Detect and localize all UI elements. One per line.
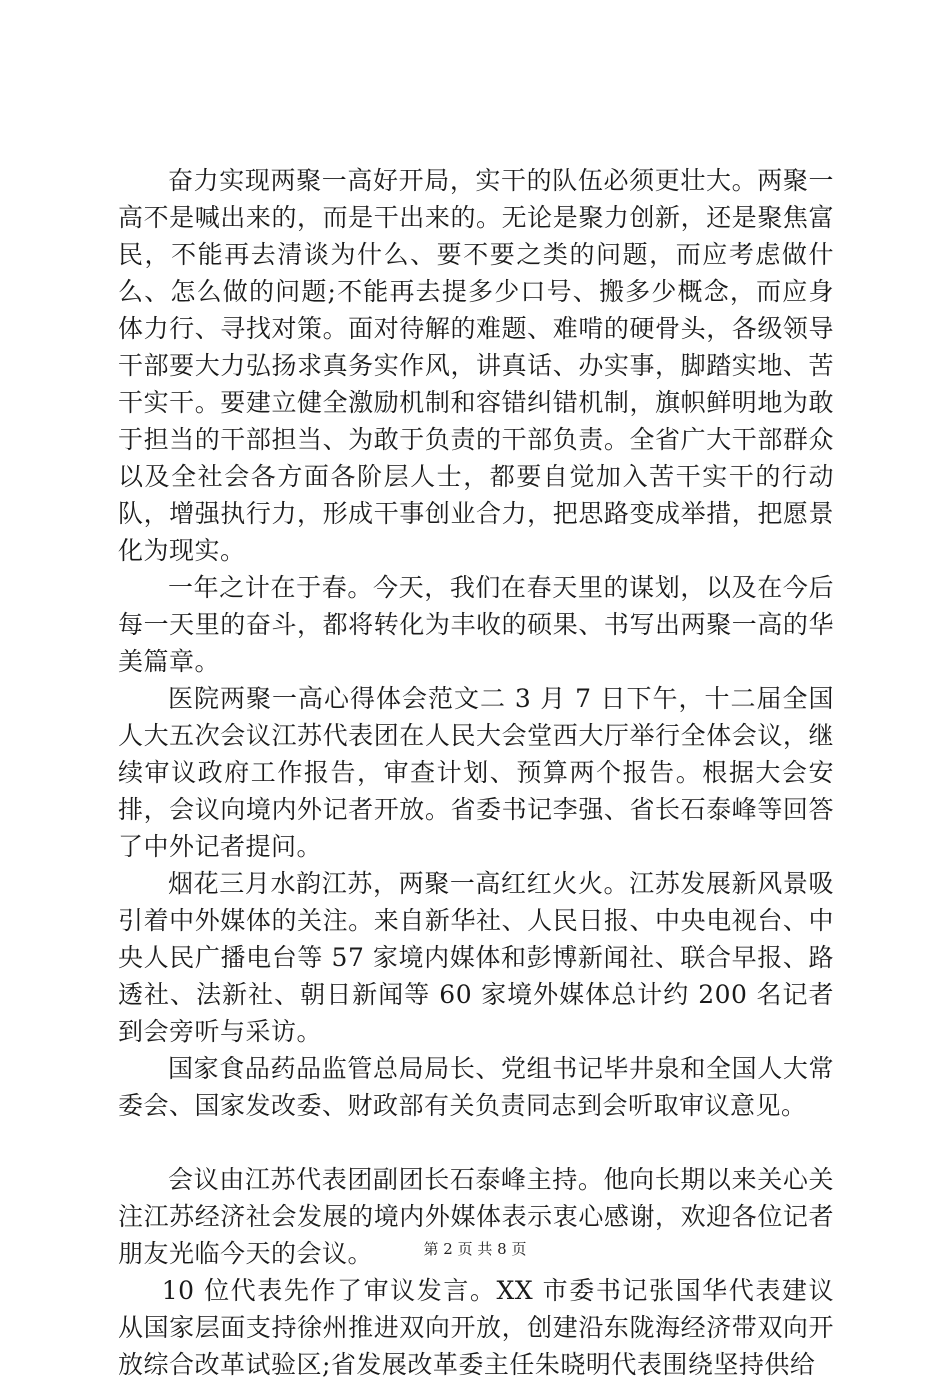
paragraph-5: 国家食品药品监管总局局长、党组书记毕井泉和全国人大常委会、国家发改委、财政部有关负责同志到会听取审议意见。 — [118, 1054, 834, 1120]
paragraph-3: 医院两聚一高心得体会范文二 3 月 7 日下午，十二届全国人大五次会议江苏代表团在人民大会堂西大厅举行全体会议，继续审议政府工作报告，审查计划、预算两个报告。根据大会安排，会议向境内外记者开放。省委书记李强、省长石泰峰等回答了中外记者提问。 — [118, 684, 834, 861]
paragraph-6: 会议由江苏代表团副团长石泰峰主持。他向长期以来关心关注江苏经济社会发展的境内外媒体表示衷心感谢，欢迎各位记者朋友光临今天的会议。 — [118, 1165, 834, 1268]
paragraph-7: 10 位代表先作了审议发言。XX 市委书记张国华代表建议从国家层面支持徐州推进双向开放，创建沿东陇海经济带双向开放综合改革试验区;省发展改革委主任朱晓明代表围绕坚持供给 — [118, 1276, 834, 1379]
document-body — [118, 162, 834, 1383]
paragraph-2: 一年之计在于春。今天，我们在春天里的谋划，以及在今后每一天里的奋斗，都将转化为丰收的硕果、书写出两聚一高的华美篇章。 — [118, 573, 834, 676]
paragraph-4: 烟花三月水韵江苏，两聚一高红红火火。江苏发展新风景吸引着中外媒体的关注。来自新华社、人民日报、中央电视台、中央人民广播电台等 57 家境内媒体和彭博新闻社、联合早报、路透社、法新社、朝日新闻等 60 家境外媒体总计约 200 名记者到会旁听与采访。 — [118, 869, 834, 1046]
page-footer: 第 2 页 共 8 页 — [423, 1240, 527, 1258]
paragraph-1: 奋力实现两聚一高好开局，实干的队伍必须更壮大。两聚一高不是喊出来的，而是干出来的。无论是聚力创新，还是聚焦富民，不能再去清谈为什么、要不要之类的问题，而应考虑做什么、怎么做的问题;不能再去提多少口号、搬多少概念，而应身体力行、寻找对策。面对待解的难题、难啃的硬骨头，各级领导干部要大力弘扬求真务实作风，讲真话、办实事，脚踏实地、苦干实干。要建立健全激励机制和容错纠错机制，旗帜鲜明地为敢于担当的干部担当、为敢于负责的干部负责。全省广大干部群众以及全社会各方面各阶层人士，都要自觉加入苦干实干的行动队，增强执行力，形成干事创业合力，把思路变成举措，把愿景化为现实。 — [118, 166, 834, 565]
